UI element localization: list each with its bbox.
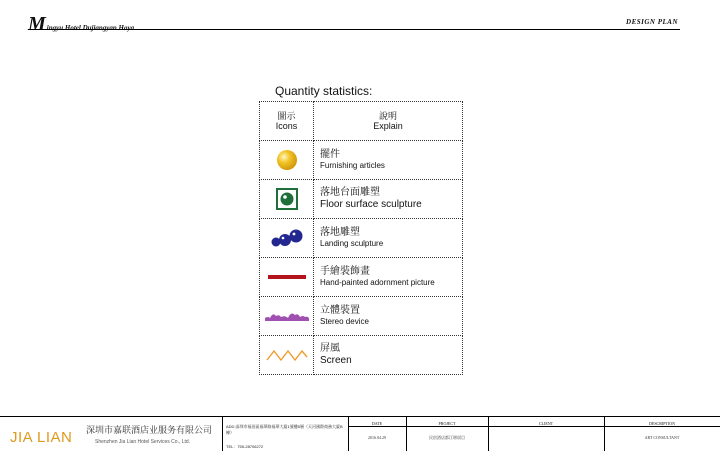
framed-green-dot-icon [275,187,299,211]
company-name-zh: 深圳市嘉联酒店业服务有限公司 [86,425,213,435]
company-tel: TEL：755-28706272 [226,444,264,449]
legend-row-en: Furnishing articles [320,161,385,170]
legend-row [260,141,463,180]
header-title-initial: M [28,13,46,35]
header-design-plan-label: DESIGN PLAN [626,18,678,26]
footer-col-head: PROJECT [438,421,456,426]
footer-col-value: ART CONSULTANT [644,435,680,440]
blue-dots-icon [270,227,304,249]
footer-col-project [406,417,488,451]
legend-row-en: Screen [320,355,352,366]
legend-row-zh: 屏風 [320,343,340,354]
legend-row [260,297,463,336]
legend-row-en: Landing sculpture [320,239,384,248]
company-name-en: Shenzhen Jia Lian Hotel Services Co., Ltd. [95,439,191,445]
legend-row [260,336,463,375]
legend-row-en: Floor surface sculpture [320,199,422,210]
footer-col-head: CLIENT [538,421,554,426]
yellow-dot-icon [275,148,299,172]
title-block-footer [0,416,720,451]
legend-row-en: Hand-painted adornment picture [320,278,435,287]
footer-col-client [488,417,604,451]
legend-table [259,101,463,375]
legend-header-explain-en: Explain [373,121,403,131]
legend-row [260,258,463,297]
company-logo-text: JIA LIAN [10,429,73,446]
footer-col-date [348,417,406,451]
footer-col-head: DESCRIPTION [648,421,675,426]
footer-col-description [604,417,720,451]
legend-header-icons-zh: 圖示 [277,111,296,121]
red-bar-icon [267,273,307,281]
company-address: ADD:深圳市福田區福華路福華大廈1號樓5層（天河國際商務大廈B棟） [226,424,343,435]
legend-row [260,180,463,219]
footer-col-head: DATE [371,421,383,426]
legend-header-row [260,102,463,141]
footer-col-value: 2016.04.29 [368,435,386,440]
legend-header-icons [260,102,314,141]
legend-header-explain [314,102,463,141]
footer-divider [222,417,223,451]
legend-title: Quantity statistics: [275,84,373,98]
legend-row-zh: 立體裝置 [320,305,360,316]
legend-row-zh: 擺件 [320,149,340,160]
legend-header-icons-en: Icons [275,121,298,131]
header-divider [28,29,680,30]
purple-wave-icon [264,309,310,323]
legend-row-zh: 落地雕塑 [320,227,360,238]
orange-zigzag-icon [266,348,308,362]
header-title-rest: ingyu Hotel Dujiangyan Hoya [46,24,135,32]
legend-row-en: Stereo device [320,317,369,326]
legend-row-zh: 落地台面雕塑 [320,187,380,198]
legend-row [260,219,463,258]
legend-row-zh: 手繪裝飾畫 [320,266,370,277]
header-title [28,14,134,34]
legend-header-explain-zh: 說明 [378,111,397,121]
footer-col-value: 民宿酒店都江堰項目 [429,435,465,440]
